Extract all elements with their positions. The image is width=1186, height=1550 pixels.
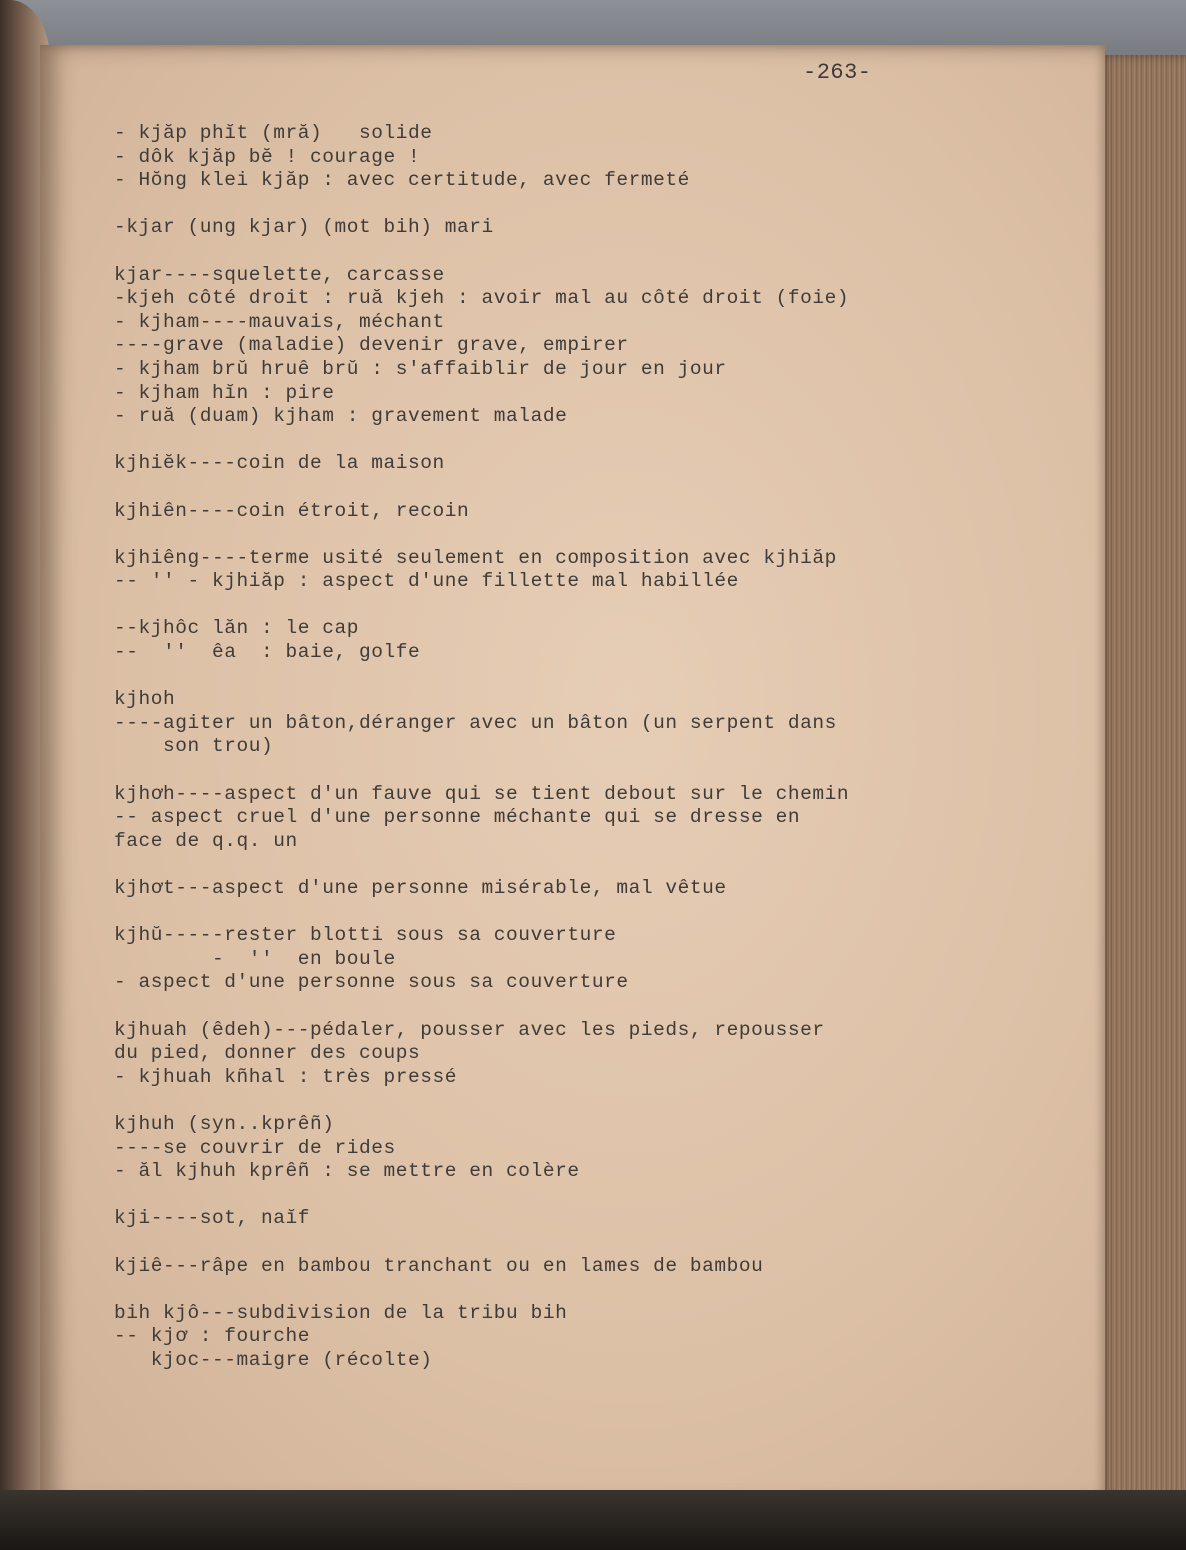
entry-line: - ăl kjhuh kprêñ : se mettre en colère bbox=[114, 1160, 580, 1183]
page-edges bbox=[1098, 55, 1186, 1510]
entry-line: son trou) bbox=[114, 735, 274, 758]
blank-line bbox=[114, 853, 1094, 877]
entry-line: -- aspect cruel d'une personne méchante qui se dresse en bbox=[114, 806, 801, 829]
entry-line: kjhoh bbox=[114, 688, 176, 711]
entry-line: kjhuah (êdeh)---pédaler, pousser avec les pieds, repousser bbox=[114, 1018, 825, 1041]
blank-line bbox=[114, 665, 1094, 689]
entry-line: kjhiêng----terme usité seulement en composition avec kjhiăp bbox=[114, 546, 837, 569]
entry-line: ----agiter un bâton,déranger avec un bâton (un serpent dans bbox=[114, 711, 837, 734]
entry-line: - aspect d'une personne sous sa couverture bbox=[114, 971, 629, 994]
entry-line: kjhuh (syn..kprêñ) bbox=[114, 1112, 335, 1135]
entry-line: --kjhôc lăn : le cap bbox=[114, 617, 360, 640]
entry-line: - kjham----mauvais, méchant bbox=[114, 310, 445, 333]
entry-line: kjiê---râpe en bambou tranchant ou en lames de bambou bbox=[114, 1254, 764, 1277]
entry-line: -kjar (ung kjar) (mot bih) mari bbox=[114, 216, 494, 239]
entry-line: - Hŏng klei kjăp : avec certitude, avec fermeté bbox=[114, 169, 690, 192]
blank-line bbox=[114, 995, 1094, 1019]
entry-line: kjhiĕk----coin de la maison bbox=[114, 452, 445, 475]
entry-line: -- kjơ : fourche bbox=[114, 1325, 311, 1348]
entry-line: kjhiên----coin étroit, recoin bbox=[114, 499, 470, 522]
blank-line bbox=[114, 429, 1094, 453]
entry-line: - dôk kjăp bĕ ! courage ! bbox=[114, 145, 421, 168]
entry-line: ----se couvrir de rides bbox=[114, 1136, 396, 1159]
entry-line: - kjham hĭn : pire bbox=[114, 381, 335, 404]
blank-line bbox=[114, 901, 1094, 925]
blank-line bbox=[114, 1089, 1094, 1113]
entry-line: kjhŭ-----rester blotti sous sa couverture bbox=[114, 924, 617, 947]
entry-line: ----grave (maladie) devenir grave, empirer bbox=[114, 334, 629, 357]
entry-line: - ruă (duam) kjham : gravement malade bbox=[114, 405, 568, 428]
entry-line: du pied, donner des coups bbox=[114, 1042, 421, 1065]
blank-line bbox=[114, 240, 1094, 264]
entry-line: kjoc---maigre (récolte) bbox=[114, 1348, 433, 1371]
entry-line: kjhơt---aspect d'une personne misérable, mal vêtue bbox=[114, 877, 727, 899]
blank-line bbox=[114, 1231, 1094, 1255]
entry-line: kji----sot, naĭf bbox=[114, 1207, 311, 1230]
blank-line bbox=[114, 193, 1094, 217]
entry-line: bih kjô---subdivision de la tribu bih bbox=[114, 1301, 568, 1324]
blank-line bbox=[114, 523, 1094, 547]
entry-line: -- '' - kjhiăp : aspect d'une fillette mal habillée bbox=[114, 570, 739, 593]
entry-line: kjhơh----aspect d'un fauve qui se tient debout sur le chemin bbox=[114, 782, 850, 805]
blank-line bbox=[114, 759, 1094, 783]
dictionary-entries bbox=[114, 122, 1094, 1372]
bottom-shadow bbox=[0, 1490, 1186, 1550]
entry-line: -- '' êa : baie, golfe bbox=[114, 641, 421, 664]
entry-line: kjar----squelette, carcasse bbox=[114, 263, 445, 286]
page-number: -263- bbox=[803, 60, 872, 85]
blank-line bbox=[114, 594, 1094, 618]
entry-line: -kjeh côté droit : ruă kjeh : avoir mal au côté droit (foie) bbox=[114, 287, 850, 310]
entry-line: - kjăp phĭt (mră) solide bbox=[114, 122, 433, 144]
blank-line bbox=[114, 476, 1094, 500]
entry-line: face de q.q. un bbox=[114, 829, 298, 852]
blank-line bbox=[114, 1278, 1094, 1302]
entry-line: - kjham brŭ hruê brŭ : s'affaiblir de jour en jour bbox=[114, 357, 727, 380]
blank-line bbox=[114, 1184, 1094, 1208]
entry-line: - '' en boule bbox=[114, 947, 396, 970]
entry-line: - kjhuah kñhal : très pressé bbox=[114, 1065, 458, 1088]
